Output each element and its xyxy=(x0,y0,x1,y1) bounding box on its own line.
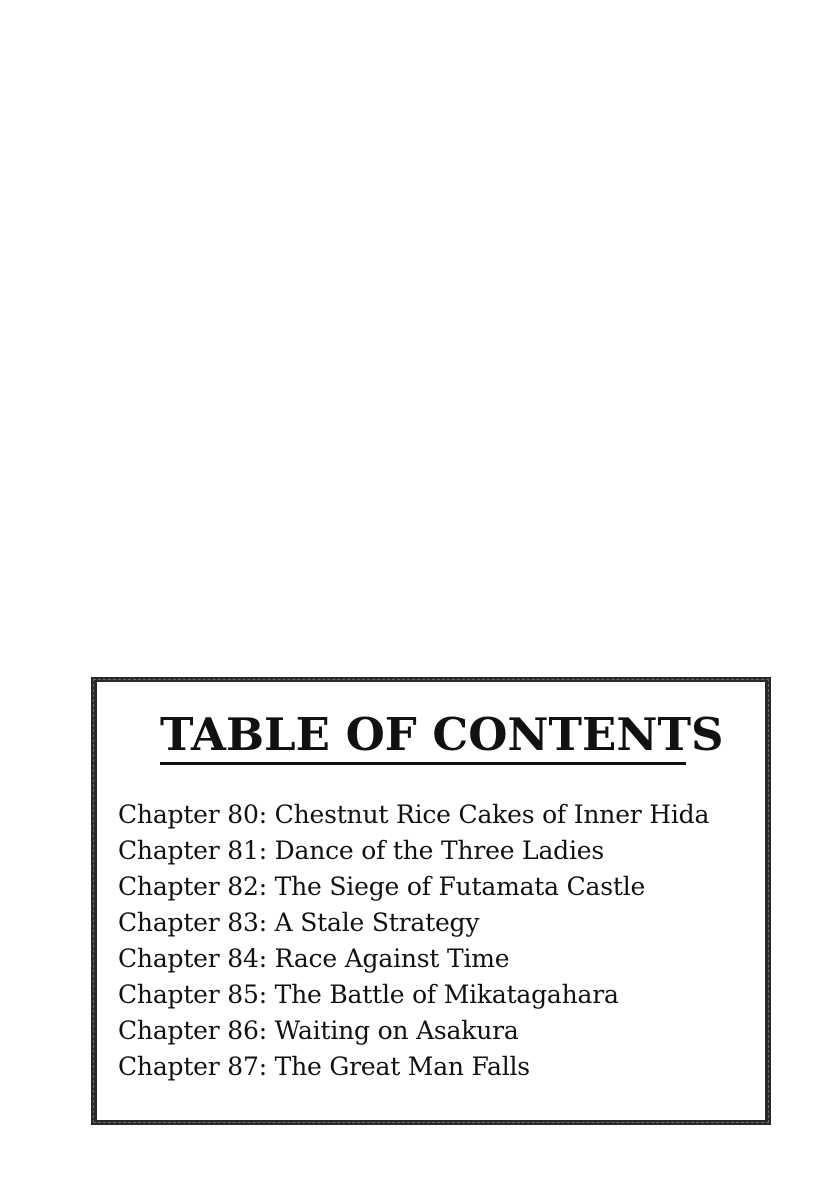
chapter-entry-80[interactable]: Chapter 80: Chestnut Rice Cakes of Inner Hida xyxy=(118,800,710,829)
chapter-entry-83[interactable]: Chapter 83: A Stale Strategy xyxy=(118,908,480,937)
chapter-entry-85[interactable]: Chapter 85: The Battle of Mikatagahara xyxy=(118,980,619,1009)
toc-title: TABLE OF CONTENTS xyxy=(160,708,724,761)
toc-title-underline xyxy=(160,762,686,765)
chapter-list xyxy=(118,797,758,1085)
chapter-entry-81[interactable]: Chapter 81: Dance of the Three Ladies xyxy=(118,836,604,865)
chapter-entry-87[interactable]: Chapter 87: The Great Man Falls xyxy=(118,1052,530,1081)
chapter-entry-84[interactable]: Chapter 84: Race Against Time xyxy=(118,944,510,973)
chapter-entry-86[interactable]: Chapter 86: Waiting on Asakura xyxy=(118,1016,519,1045)
chapter-entry-82[interactable]: Chapter 82: The Siege of Futamata Castle xyxy=(118,872,646,901)
